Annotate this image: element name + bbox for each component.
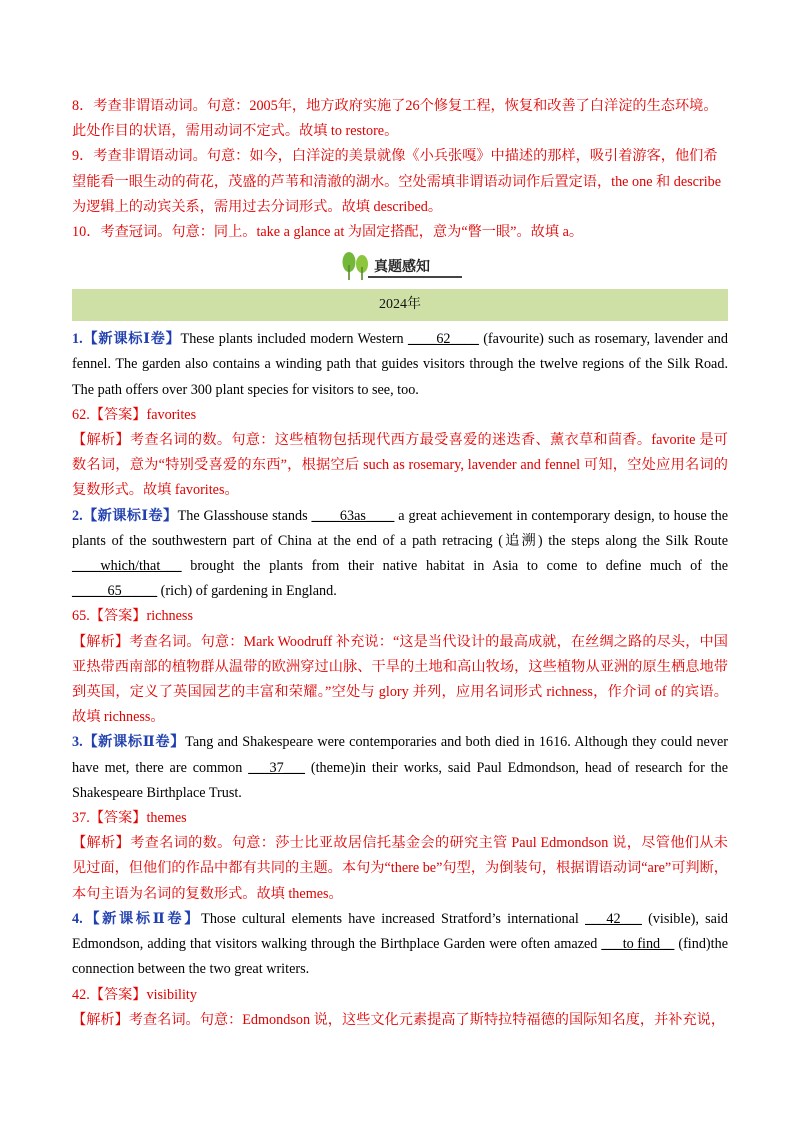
question-4-text-c: (find)the connection between the two great writers.: [72, 936, 728, 978]
question-4-text-b: (visible), said Edmondson, adding that visitors walking through the Birthplace Garden were often amazed: [72, 910, 728, 953]
question-3-analysis: 【解析】考查名词的数。句意：莎士比亚故居信托基金会的研究主管 Paul Edmondson 说，尽管他们从未见过面，但他们的作品中都有共同的主题。本句为“there be”句型，为倒装句，根据谓语动词“are”可判断，本句主语为名词的复数形式。故填 themes。: [72, 835, 728, 902]
question-3-answer: 37.【答案】themes: [72, 810, 187, 827]
question-4-blank-2: ___to find__: [601, 936, 675, 953]
explanation-8-line1: 8．考查非谓语动词。句意：2005年，地方政府实施了26个修复工程，恢复和改善了白洋淀的生态环境。: [72, 98, 718, 114]
banner-box: [340, 251, 462, 281]
question-4-blank-1: ___42___: [585, 910, 642, 927]
question-4-answer: 42.【答案】visibility: [72, 986, 197, 1003]
question-2-text-c: brought the plants from their native habitat in Asia to come to define much of the: [181, 558, 728, 575]
question-4-number: 4.: [72, 910, 83, 927]
year-header: 2024年: [72, 289, 728, 321]
question-2-tag: 【新课标Ⅰ卷】: [82, 507, 178, 524]
banner-underline: [368, 276, 462, 278]
question-1-text-b: (favourite) such as rosemary, lavender and fennel. The garden also contains a winding path that guides visitors through the twelve regions of the Silk Road. The path offers over 300 plant species for visitors to see, too.: [72, 331, 728, 398]
question-1-answer: 62.【答案】favorites: [72, 406, 197, 423]
document-content: [72, 94, 728, 1033]
question-3-text-b: (theme)in their works, said Paul Edmondson, head of research for the Shakespeare Birthplace Trust.: [72, 759, 728, 801]
question-4-text-a: Those cultural elements have increased Stratford’s international: [201, 910, 586, 927]
question-4-tag: 【新课标Ⅱ卷】: [82, 910, 202, 927]
question-3-text-a: Tang and Shakespeare were contemporaries and both died in 1616. Although they could never have met, there are common: [72, 734, 728, 776]
banner-title: 真题感知: [374, 259, 430, 276]
question-4: [72, 907, 728, 983]
question-1-text-a: These plants included modern Western: [180, 331, 408, 348]
question-2-text-d: (rich) of gardening in England.: [157, 583, 337, 600]
question-2-text-b: a great achievement in contemporary design, to house the plants of the southwestern part of China at the end of a path retracing (追溯) the steps along the Silk Route: [72, 507, 728, 549]
question-3-number: 3.: [72, 734, 83, 751]
question-2-text-a: The Glasshouse stands: [177, 507, 312, 524]
question-2-analysis: 【解析】考查名词。句意：Mark Woodruff 补充说：“这是当代设计的最高成就，在丝绸之路的尽头，中国亚热带西南部的植物群从温带的欧洲穿过山脉、干旱的土地和高山牧场，这些植物从亚洲的原生栖息地带到英国，定义了英国园艺的丰富和荣耀。”空处与 glory 并列，应用名词形式 richness，作介词 of 的宾语。故填 richness。: [72, 633, 728, 726]
question-2-blank-2: ____which/that___: [72, 558, 182, 575]
explanation-8-line2: 此处作目的状语，需用动词不定式。故填 to restore。: [72, 123, 399, 140]
explanation-10: 10．考查冠词。句意：同上。take a glance at 为固定搭配，意为“瞥一眼”。故填 a。: [72, 224, 584, 241]
question-1-blank: ____62____: [407, 331, 479, 348]
question-2-blank-3: _____65_____: [72, 583, 158, 600]
question-3: [72, 730, 728, 806]
section-banner: [72, 249, 728, 285]
question-1-tag: 【新课标Ⅰ卷】: [82, 331, 181, 348]
question-3-blank: ___37___: [248, 759, 305, 776]
question-1: [72, 327, 728, 403]
question-3-tag: 【新课标Ⅱ卷】: [82, 734, 186, 751]
explanation-9-line2: 望能看一眼生动的荷花，茂盛的芦苇和清澈的湖水。空处需填非谓语动词作后置定语，the one 和 describe: [72, 173, 722, 190]
explanation-9-line3: 为逻辑上的动宾关系，需用过去分词形式。故填 described。: [72, 198, 443, 215]
question-1-number: 1.: [72, 331, 83, 348]
question-2-answer: 65.【答案】richness: [72, 608, 193, 625]
question-4-analysis: 【解析】考查名词。句意：Edmondson 说，这些文化元素提高了斯特拉特福德的国际知名度，并补充说，: [72, 1011, 726, 1028]
question-1-analysis: 【解析】考查名词的数。句意：这些植物包括现代西方最受喜爱的迷迭香、薰衣草和茴香。favorite 是可数名词，意为“特别受喜爱的东西”，根据空后 such as rosemary, lavender and fennel 可知，空处应用名词的复数形式。故填 favorites。: [72, 432, 728, 499]
question-2: [72, 504, 728, 605]
question-2-blank-1: ____63as____: [311, 507, 395, 524]
question-2-number: 2.: [72, 507, 83, 524]
explanation-9-line1: 9．考查非谓语动词。句意：如今，白洋淀的美景就像《小兵张嘎》中描述的那样，吸引着游客，他们希: [72, 148, 718, 165]
